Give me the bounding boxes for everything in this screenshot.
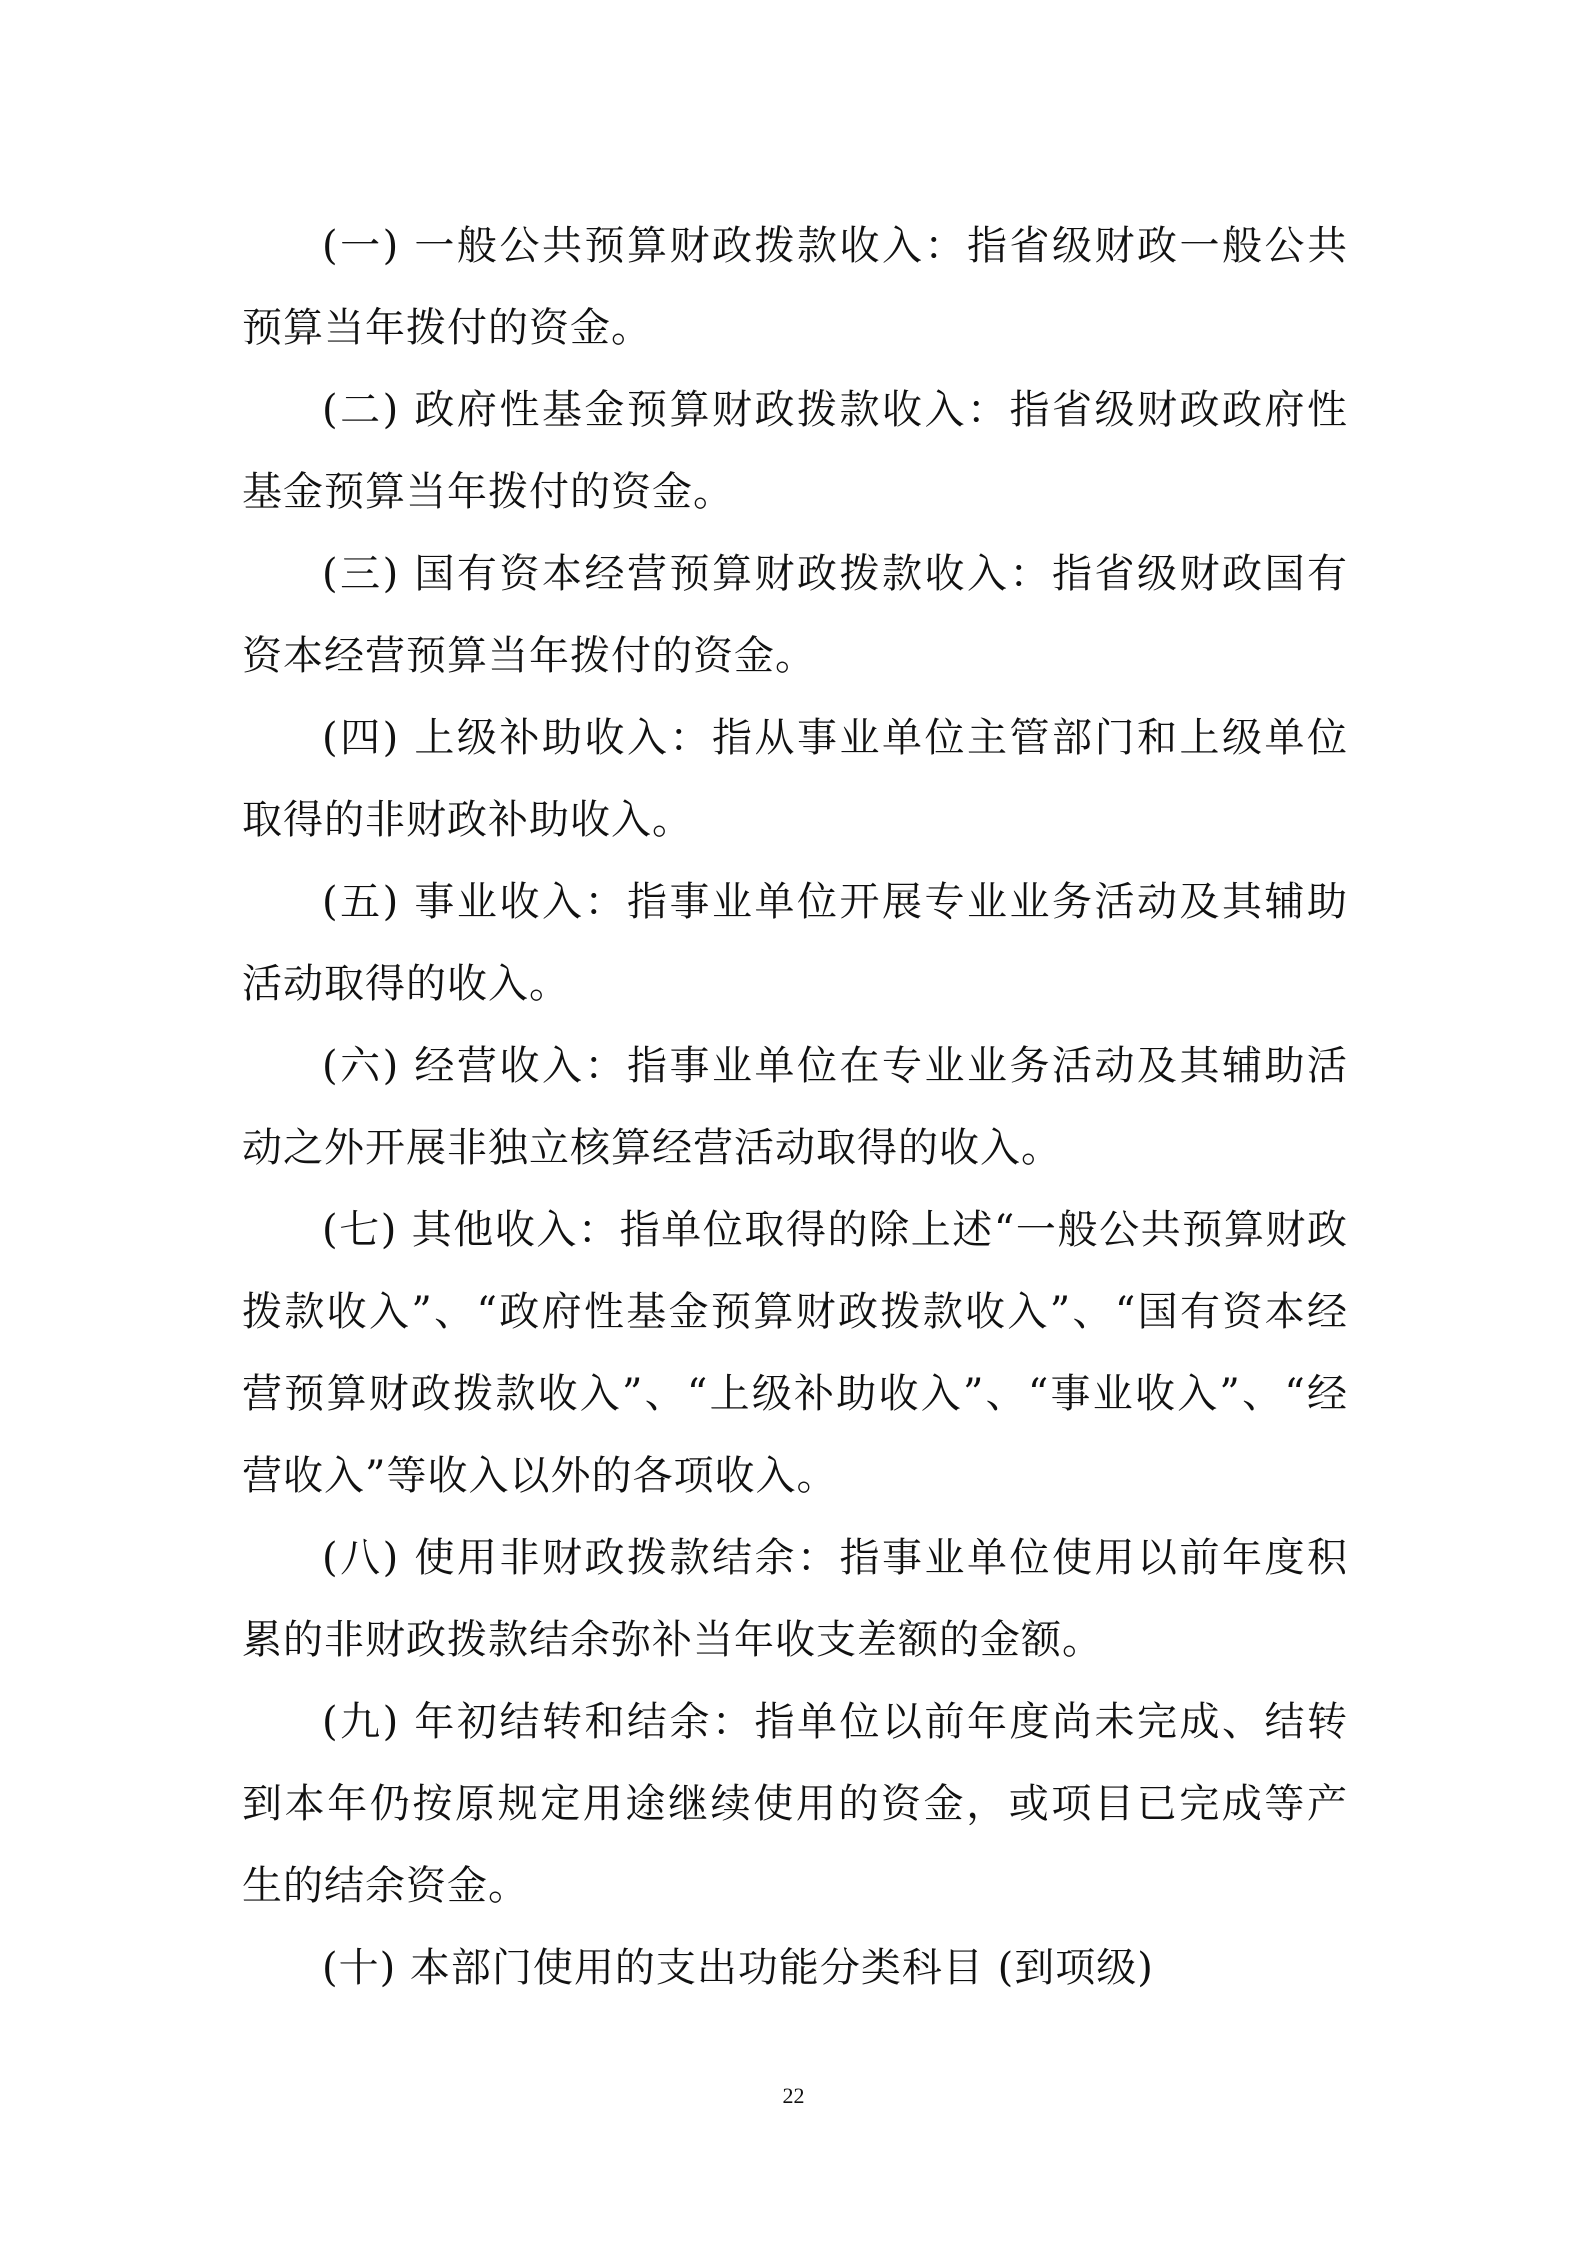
paragraph-4: (四) 上级补助收入：指从事业单位主管部门和上级单位取得的非财政补助收入。 xyxy=(242,715,1348,843)
paragraph-1: (一) 一般公共预算财政拨款收入：指省级财政一般公共预算当年拨付的资金。 xyxy=(242,223,1348,351)
paragraph-10: (十) 本部门使用的支出功能分类科目 (到项级) xyxy=(322,1945,1154,1991)
paragraph-6: (六) 经营收入：指事业单位在专业业务活动及其辅助活动之外开展非独立核算经营活动取得的收入。 xyxy=(242,1043,1348,1171)
paragraph-3: (三) 国有资本经营预算财政拨款收入：指省级财政国有资本经营预算当年拨付的资金。 xyxy=(242,551,1348,679)
paragraph-5: (五) 事业收入：指事业单位开展专业业务活动及其辅助活动取得的收入。 xyxy=(242,879,1348,1007)
page-number: 22 xyxy=(782,2083,805,2108)
body-text xyxy=(242,205,1348,2009)
paragraph-7: (七) 其他收入：指单位取得的除上述“一般公共预算财政拨款收入”、“政府性基金预算财政拨款收入”、“国有资本经营预算财政拨款收入”、“上级补助收入”、“事业收入”、“经营收入”等收入以外的各项收入。 xyxy=(242,1207,1348,1499)
paragraph-9: (九) 年初结转和结余：指单位以前年度尚未完成、结转到本年仍按原规定用途继续使用的资金，或项目已完成等产生的结余资金。 xyxy=(242,1699,1348,1909)
paragraph-8: (八) 使用非财政拨款结余：指事业单位使用以前年度积累的非财政拨款结余弥补当年收支差额的金额。 xyxy=(242,1535,1348,1663)
paragraph-2: (二) 政府性基金预算财政拨款收入：指省级财政政府性基金预算当年拨付的资金。 xyxy=(242,387,1348,515)
